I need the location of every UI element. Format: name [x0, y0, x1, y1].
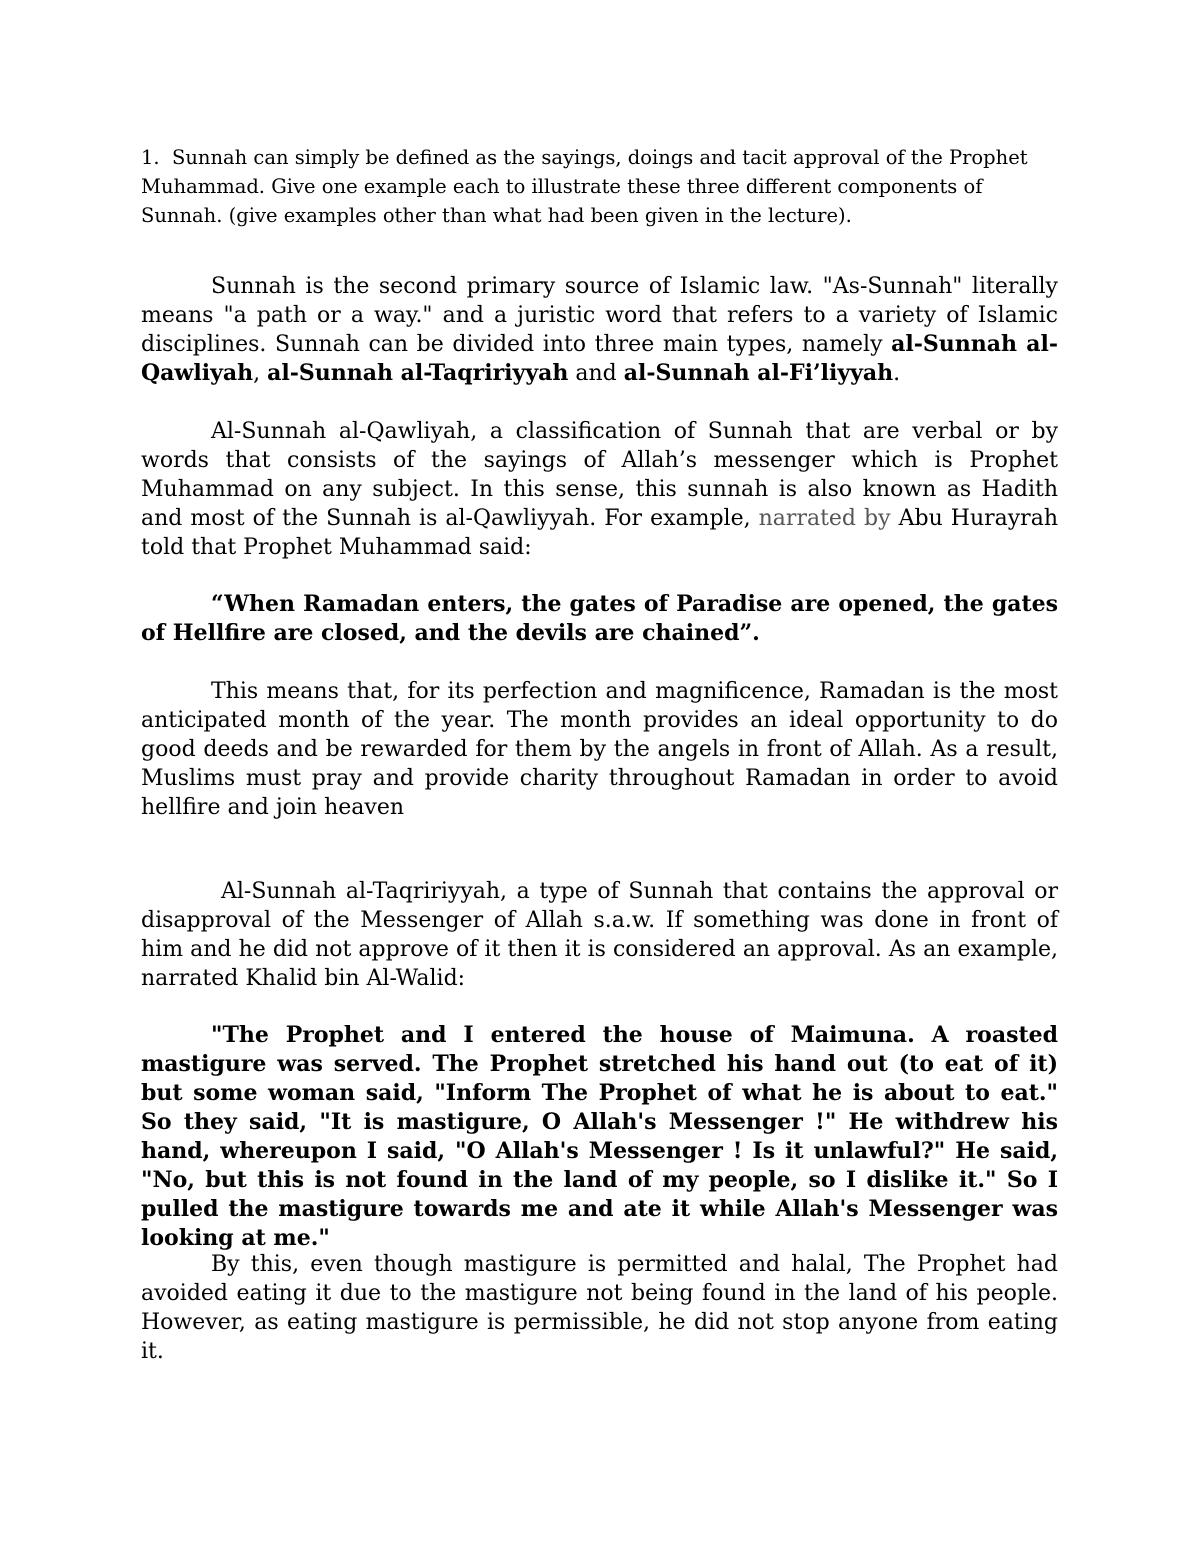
- sunnah-type-taqririyyah: al-Sunnah al-Taqririyyah: [267, 360, 569, 386]
- narrated-by-text: narrated by: [758, 506, 891, 531]
- sunnah-type-filiyyah: al-Sunnah al-Fi’liyyah: [623, 360, 894, 386]
- assignment-question: [141, 143, 1061, 230]
- sunnah-type-qawliyah: al-Sunnah al-Qawliyah: [141, 331, 1058, 386]
- qawliyah-explanation: This means that, for its perfection and magnificence, Ramadan is the most anticipated month of the year. The month provides an ideal opportunity to do good deeds and be rewarded for them by the angels in front of Allah. As a result, Muslims must pray and provide charity throughout Ramadan in order to avoid hellfire and join heaven: [141, 679, 1058, 820]
- question-text: Sunnah can simply be defined as the sayings, doings and tacit approval of the Prophet Muhammad. Give one example each to illustrate these three different components of Sunnah. (give examples other than what had been given in the lecture).: [141, 146, 1028, 227]
- question-number: 1.: [141, 146, 160, 169]
- taqririyyah-explanation: By this, even though mastigure is permitted and halal, The Prophet had avoided eating it due to the mastigure not being found in the land of his people. However, as eating mastigure is permissible, he did not stop anyone from eating it.: [141, 1252, 1058, 1364]
- qawliyah-text-end: Abu Hurayrah told that Prophet Muhammad said:: [141, 506, 1058, 560]
- qawliyah-text: Al-Sunnah al-Qawliyah, a classification of Sunnah that are verbal or by words that consists of the sayings of Allah’s messenger which is Prophet Muhammad on any subject. In this sense, this sunnah is also known as Hadith and most of the Sunnah is al-Qawliyyah. For example,: [141, 419, 1058, 531]
- intro-paragraph: Sunnah is the second primary source of Islamic law. "As-Sunnah" literally means "a path or a way." and a juristic word that refers to a variety of Islamic disciplines. Sunnah can be divided into three main types, namely al-Sunnah al-Qawliyah, al-Sunnah al-Taqririyyah and al-Sunnah al-Fi’liyyah.: [141, 274, 1058, 386]
- ramadan-hadith-quote: “When Ramadan enters, the gates of Paradise are opened, the gates of Hellfire are closed, and the devils are chained”.: [141, 591, 1058, 646]
- intro-text: Sunnah is the second primary source of Islamic law. "As-Sunnah" literally means "a path or a way." and a juristic word that refers to a variety of Islamic disciplines. Sunnah can be divided into three main types, namely: [141, 274, 1058, 357]
- mastigure-hadith-quote: "The Prophet and I entered the house of Maimuna. A roasted mastigure was served. The Prophet stretched his hand out (to eat of it) but some woman said, "Inform The Prophet of what he is about to eat." So they said, "It is mastigure, O Allah's Messenger !" He withdrew his hand, whereupon I said, "O Allah's Messenger ! Is it unlawful?" He said, "No, but this is not found in the land of my people, so I dislike it." So I pulled the mastigure towards me and ate it while Allah's Messenger was looking at me.": [141, 1022, 1058, 1251]
- taqririyyah-paragraph: Al-Sunnah al-Taqririyyah, a type of Sunnah that contains the approval or disapproval of the Messenger of Allah s.a.w. If something was done in front of him and he did not approve of it then it is considered an approval. As an example, narrated Khalid bin Al-Walid:: [141, 879, 1058, 991]
- qawliyah-paragraph: [141, 417, 1058, 562]
